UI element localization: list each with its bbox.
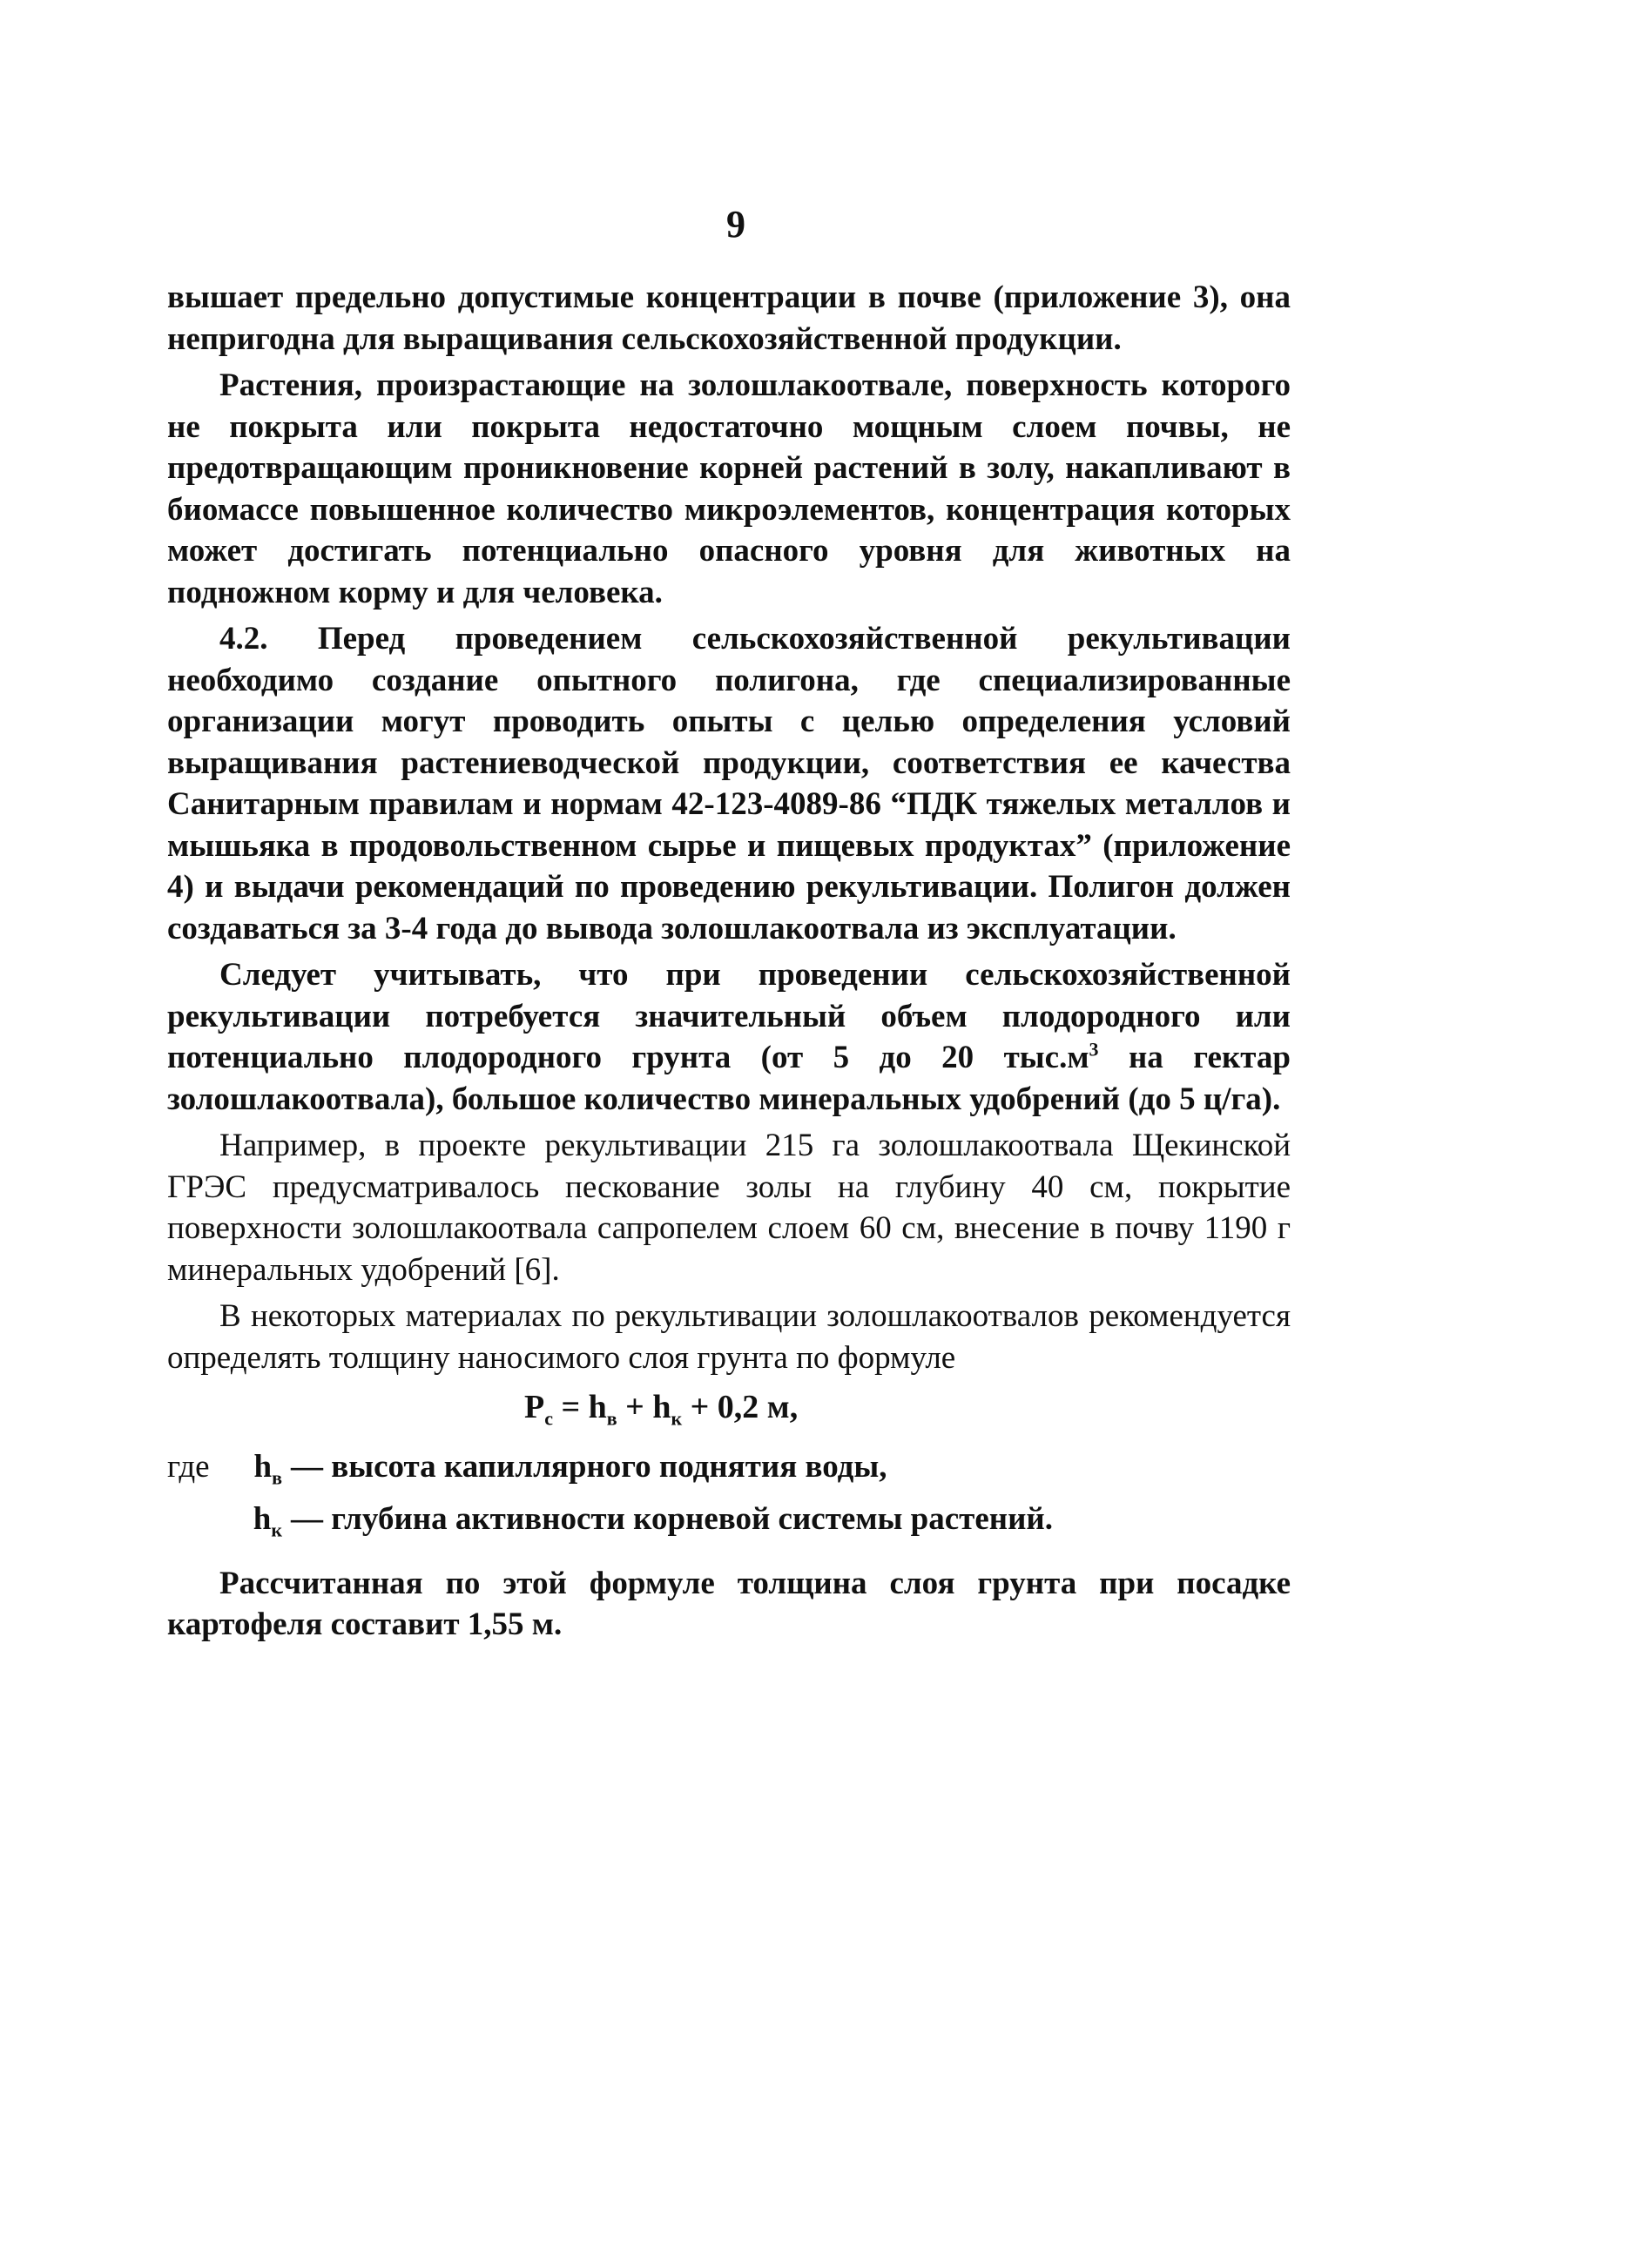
formula-h1-sub: в	[606, 1407, 617, 1430]
formula-plus: +	[617, 1389, 653, 1425]
formula-eq: =	[552, 1389, 589, 1425]
paragraph-formula-intro: В некоторых материалах по рекультивации золошлакоотвалов рекомендуется определять толщину наносимого слоя грунта по формуле	[167, 1298, 1291, 1376]
definition-symbol: $h_к$	[253, 1500, 282, 1541]
paragraph-plants: Растения, произрастающие на золошлакоотвале, поверхность которого не покрыта или покрыта недостаточно мощным слоем почвы, не предотвращающим проникновение корней растений в золу, накапливают в биомассе повышенное количество микроэлементов, концентрация которых может достигать потенциально опасного уровня для животных на подножном корму и для человека.	[167, 367, 1291, 610]
body-text	[167, 277, 1291, 1651]
formula-p-sub: c	[544, 1407, 553, 1430]
page-number: 9	[726, 203, 745, 246]
definition-symbol: $h_в$	[253, 1449, 282, 1489]
definition-row	[167, 1446, 1291, 1499]
formula-definitions	[167, 1446, 1291, 1551]
paragraph-section-4-2: 4.2. Перед проведением сельскохозяйственной рекультивации необходимо создание опытного полигона, где специализированные организации могут проводить опыты с целью определения условий выращивания растениеводческой продукции, соответствия ее качества Санитарным правилам и нормам 42-123-4089-86 “ПДК тяжелых металлов и мышьяка в продовольственном сырье и пищевых продуктах” (приложение 4) и выдачи рекомендаций по проведению рекультивации. Полигон должен создаваться за 3-4 года до вывода золошлакоотвала из эксплуатации.	[167, 621, 1291, 946]
formula	[167, 1387, 1291, 1439]
soil-volume-text-start: Следует учитывать, что при проведении сельскохозяйственной рекультивации потребуется значительный объем плодородного или потенциально плодородного грунта (от 5 до 20 тыс.м	[167, 957, 1291, 1075]
cubic-superscript: 3	[1089, 1038, 1099, 1061]
definition-row	[167, 1499, 1291, 1551]
definition-lead: где	[167, 1449, 210, 1485]
formula-h1: h	[588, 1389, 607, 1425]
paragraph-example-project: Например, в проекте рекультивации 215 га золошлакоотвала Щекинской ГРЭС предусматривалось пескование золы на глубину 40 см, покрытие поверхности золошлакоотвала сапропелем слоем 60 см, внесение в почву 1190 г минеральных удобрений [6].	[167, 1128, 1291, 1288]
paragraph-result: Рассчитанная по этой формуле толщина слоя грунта при посадке картофеля составит 1,55 м.	[167, 1565, 1291, 1643]
formula-p: P	[524, 1389, 545, 1425]
definition-text: — высота капиллярного поднятия воды,	[291, 1449, 887, 1485]
formula-tail: + 0,2 м,	[682, 1389, 799, 1425]
soil-volume-text-end: на гектар золошлакоотвала), большое количество минеральных удобрений (до 5 ц/га).	[167, 1040, 1291, 1117]
formula-h2-sub: к	[671, 1407, 683, 1430]
formula-h2: h	[652, 1389, 671, 1425]
paragraph-soil-volume	[167, 954, 1291, 1120]
paragraph-continuation: вышает предельно допустимые концентрации в почве (приложение 3), она непригодна для выращивания сельскохозяйственной продукции.	[167, 280, 1291, 357]
definition-text: — глубина активности корневой системы растений.	[291, 1500, 1053, 1537]
